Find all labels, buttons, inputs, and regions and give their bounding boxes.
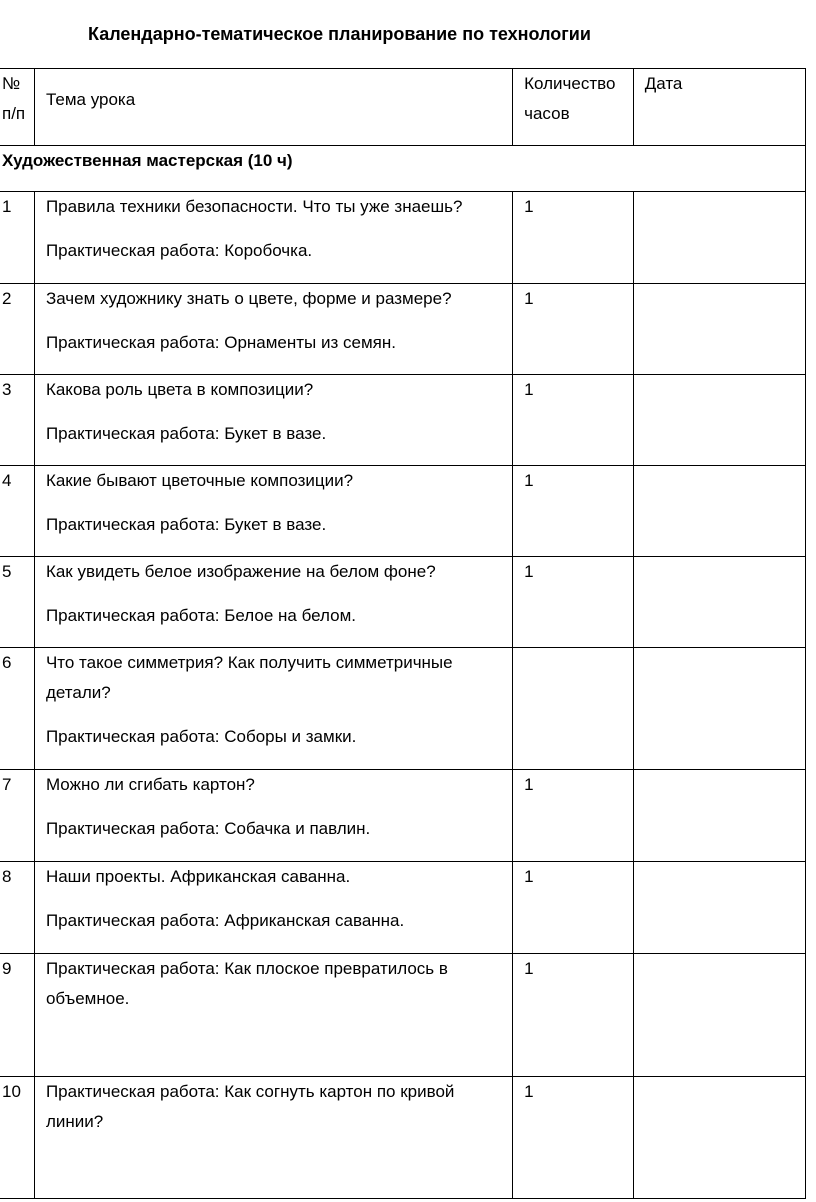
lesson-hours: 1 <box>513 375 634 466</box>
lesson-date <box>633 770 805 862</box>
lesson-hours <box>513 648 634 770</box>
lesson-date <box>633 557 805 648</box>
lesson-practice: Практическая работа: Орнаменты из семян. <box>45 333 396 352</box>
table-row <box>0 954 806 1077</box>
lesson-number: 3 <box>0 375 34 466</box>
table-row <box>0 375 806 466</box>
lesson-topic <box>34 648 512 770</box>
lesson-practice: Практическая работа: Букет в вазе. <box>45 424 327 443</box>
lesson-topic <box>34 192 512 284</box>
table-row <box>0 648 806 770</box>
lesson-date <box>633 648 805 770</box>
lesson-number: 5 <box>0 557 34 648</box>
table-row <box>0 770 806 862</box>
header-date: Дата <box>633 69 805 146</box>
lesson-date <box>633 1077 805 1199</box>
lesson-number: 4 <box>0 466 34 557</box>
page-title: Календарно-тематическое планирование по технологии <box>88 24 591 44</box>
lesson-question: Как увидеть белое изображение на белом фоне? <box>45 562 436 581</box>
lesson-hours: 1 <box>513 466 634 557</box>
table-row <box>0 284 806 375</box>
lesson-hours: 1 <box>513 770 634 862</box>
lesson-date <box>633 375 805 466</box>
lesson-number: 1 <box>0 192 34 284</box>
lesson-topic <box>34 1077 512 1199</box>
header-hours: Количество часов <box>513 69 634 146</box>
table-row <box>0 466 806 557</box>
lesson-number: 10 <box>0 1077 34 1199</box>
planning-table <box>0 68 806 1199</box>
lesson-practice: Практическая работа: Соборы и замки. <box>45 727 357 746</box>
lesson-topic <box>34 954 512 1077</box>
lesson-question: Зачем художнику знать о цвете, форме и размере? <box>45 289 452 308</box>
lesson-topic <box>34 862 512 954</box>
lesson-hours: 1 <box>513 192 634 284</box>
lesson-number: 9 <box>0 954 34 1077</box>
lesson-question: Какова роль цвета в композиции? <box>45 380 314 399</box>
lesson-hours: 1 <box>513 1077 634 1199</box>
lesson-practice: Практическая работа: Собачка и павлин. <box>45 819 371 838</box>
lesson-hours: 1 <box>513 954 634 1077</box>
lesson-date <box>633 466 805 557</box>
header-num: № п/п <box>0 69 34 146</box>
table-row <box>0 862 806 954</box>
lesson-practice: Практическая работа: Белое на белом. <box>45 606 356 625</box>
lesson-question: Можно ли сгибать картон? <box>45 775 255 794</box>
lesson-hours: 1 <box>513 557 634 648</box>
lesson-date <box>633 862 805 954</box>
table-header-row <box>0 69 806 146</box>
lesson-practice: Практическая работа: Коробочка. <box>45 241 313 260</box>
lesson-hours: 1 <box>513 862 634 954</box>
lesson-date <box>633 954 805 1077</box>
lesson-number: 6 <box>0 648 34 770</box>
lesson-number: 7 <box>0 770 34 862</box>
lesson-topic <box>34 770 512 862</box>
lesson-date <box>633 192 805 284</box>
table-row <box>0 1077 806 1199</box>
lesson-number: 8 <box>0 862 34 954</box>
lesson-practice: Практическая работа: Африканская саванна. <box>45 911 405 930</box>
lesson-question: Какие бывают цветочные композиции? <box>45 471 354 490</box>
lesson-question: Правила техники безопасности. Что ты уже знаешь? <box>45 197 463 216</box>
lesson-question: Что такое симметрия? Как получить симметричные детали? <box>45 653 453 702</box>
lesson-hours: 1 <box>513 284 634 375</box>
lesson-question: Практическая работа: Как согнуть картон по кривой линии? <box>45 1082 455 1131</box>
lesson-number: 2 <box>0 284 34 375</box>
lesson-topic <box>34 557 512 648</box>
section-title: Художественная мастерская (10 ч) <box>0 146 806 192</box>
table-row <box>0 192 806 284</box>
lesson-date <box>633 284 805 375</box>
lesson-topic <box>34 375 512 466</box>
table-row <box>0 557 806 648</box>
header-topic: Тема урока <box>34 69 512 146</box>
lesson-question: Практическая работа: Как плоское превратилось в объемное. <box>45 959 448 1008</box>
section-row <box>0 146 806 192</box>
lesson-topic <box>34 466 512 557</box>
lesson-practice: Практическая работа: Букет в вазе. <box>45 515 327 534</box>
lesson-question: Наши проекты. Африканская саванна. <box>45 867 351 886</box>
lesson-topic <box>34 284 512 375</box>
